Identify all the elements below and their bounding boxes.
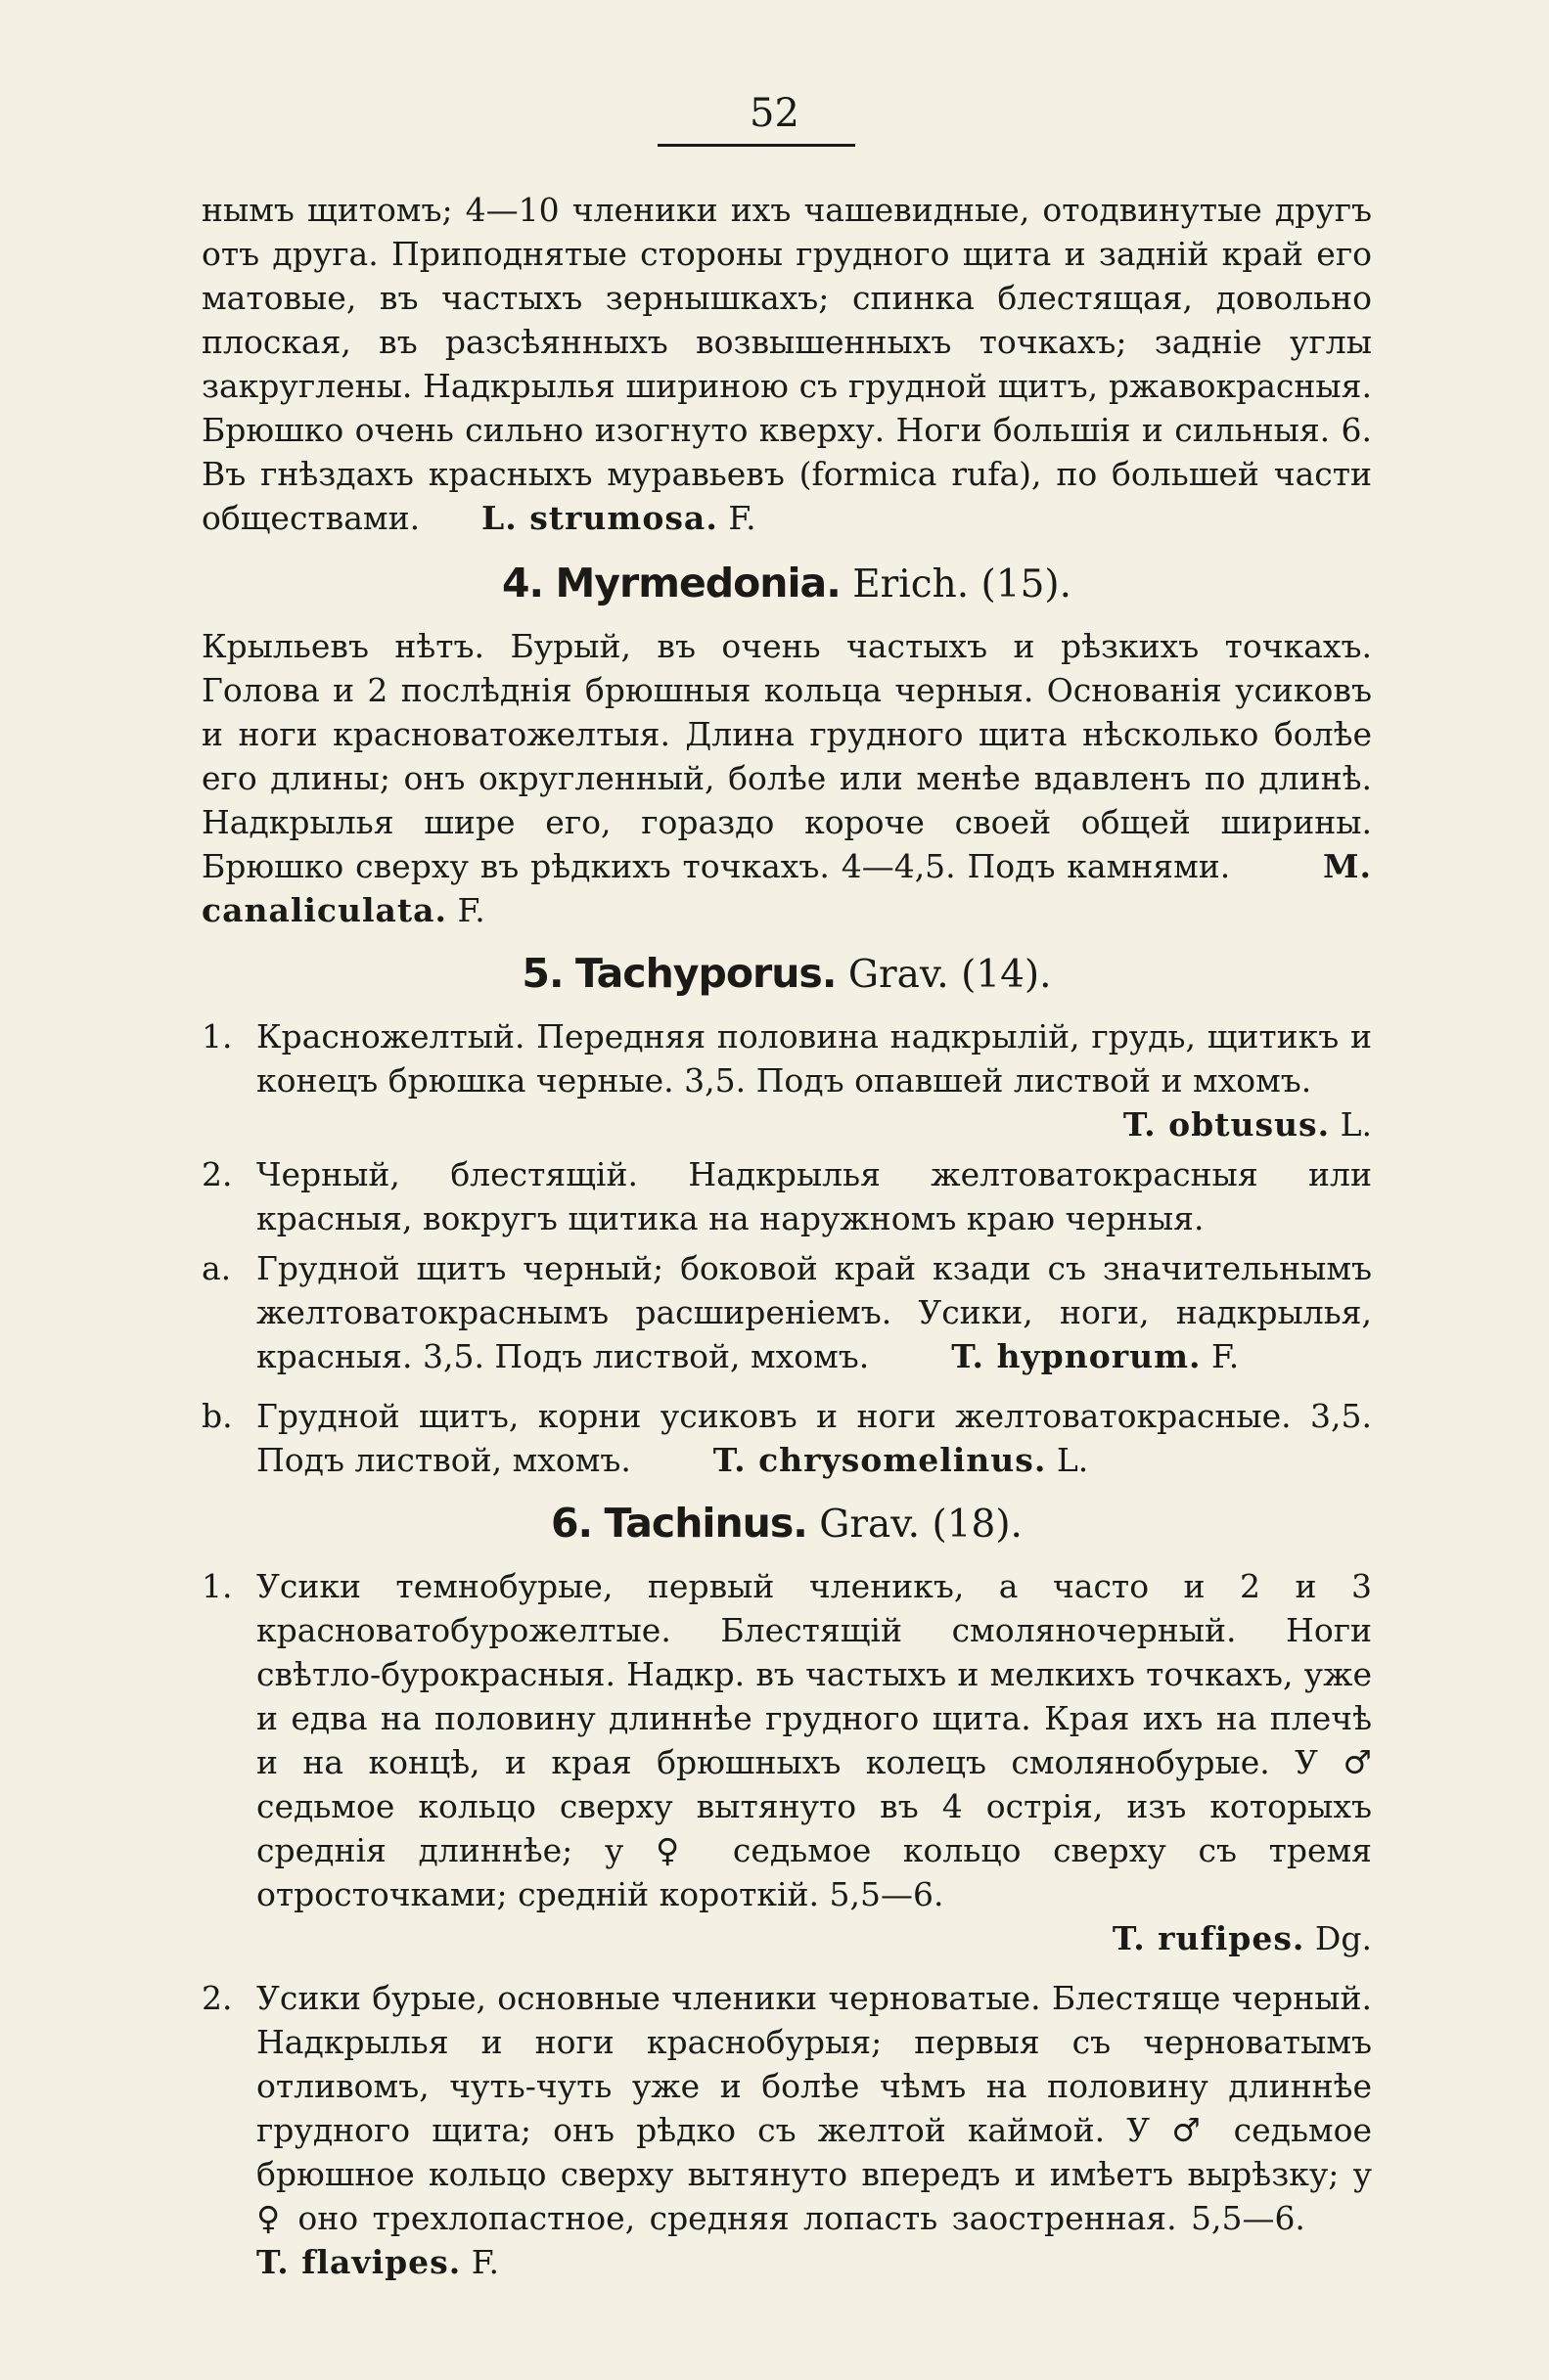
intro-paragraph	[202, 188, 1372, 540]
species-author: F.	[471, 2243, 499, 2281]
genus-description	[202, 624, 1372, 932]
genus-name: Tachinus.	[604, 1500, 807, 1547]
species-line	[256, 1102, 1372, 1146]
entry-text	[256, 1976, 1372, 2284]
entry-text-body: Усики бурые, основные членики черноватые. Блестяще черный. Надкрылья и ноги краснобурыя; первыя съ черноватымъ отливомъ, чуть-чуть уже и болѣе чѣмъ на половину длиннѣе грудного щита; онъ рѣдко съ желтой каймой. У ♂ седьмое брюшное кольцо сверху вытянуто впередъ и имѣетъ вырѣзку; у ♀ оно трехлопастное, средняя лопасть заостренная. 5,5—6.	[256, 1979, 1372, 2237]
key-entry	[202, 1394, 1372, 1482]
genus-authority: Grav.	[819, 1503, 921, 1547]
entry-label: 2.	[202, 1979, 233, 2017]
species-author: L.	[1340, 1105, 1372, 1144]
genus-count: (18).	[932, 1503, 1023, 1547]
genus-count: (15).	[980, 562, 1072, 606]
species-name: T. chrysomelinus.	[712, 1441, 1047, 1479]
species-author: L.	[1056, 1441, 1089, 1479]
genus-name: Tachyporus.	[574, 950, 837, 997]
header-rule	[658, 144, 855, 147]
key-entry	[202, 1976, 1372, 2284]
description-text: Крыльевъ нѣтъ. Бурый, въ очень частыхъ и рѣзкихъ точкахъ. Голова и 2 послѣднія брюшныя кольца черныя. Основанія усиковъ и ноги красноватожелтыя. Длина грудного щита нѣсколько болѣе его длины; онъ округленный, болѣе или менѣе вдавленъ по длинѣ. Надкрылья шире его, гораздо короче своей общей ширины. Брюшко сверху въ рѣдкихъ точкахъ. 4—4,5. Подъ камнями.	[202, 627, 1372, 885]
entry-text	[256, 1394, 1372, 1482]
species-line	[256, 1916, 1372, 1960]
species-author: F.	[1211, 1337, 1240, 1375]
entry-text: Усики темнобурые, первый членикъ, а часто и 2 и 3 красноватобурожелтые. Блестящій смоляночерный. Ноги свѣтло-бурокрасныя. Надкр. въ частыхъ и мелкихъ точкахъ, уже и едва на половину длиннѣе грудного щита. Края ихъ на плечѣ и на концѣ, и края брюшныхъ колецъ смолянобурые. У ♂ седьмое кольцо сверху вытянуто въ 4 острія, изъ которыхъ среднія длиннѣе; у ♀ седьмое кольцо сверху съ тремя отросточками; средній короткій. 5,5—6.	[256, 1567, 1372, 1913]
entry-label: 2.	[202, 1155, 233, 1193]
genus-name: Myrmedonia.	[555, 560, 841, 606]
key-entry	[202, 1246, 1372, 1378]
genus-authority: Erich.	[852, 562, 970, 606]
key-entry	[202, 1564, 1372, 1960]
genus-heading-tachinus	[202, 1498, 1372, 1550]
page-body	[202, 188, 1372, 2290]
entry-text	[256, 1246, 1372, 1378]
key-entry	[202, 1014, 1372, 1146]
species-author: F.	[728, 499, 756, 537]
key-entry	[202, 1152, 1372, 1240]
genus-number: 6.	[551, 1500, 593, 1547]
entry-text-body: Грудной щитъ черный; боковой край кзади съ значительнымъ желтоватокраснымъ расширеніемъ. Усики, ноги, надкрылья, красныя. 3,5. Подъ листвой, мхомъ.	[256, 1249, 1372, 1375]
entry-text-body: Грудной щитъ, корни усиковъ и ноги желтоватокрасные. 3,5. Подъ листвой, мхомъ.	[256, 1397, 1372, 1479]
species-name: L. strumosa.	[481, 499, 718, 537]
species-name: T. rufipes.	[1112, 1919, 1305, 1957]
genus-authority: Grav.	[847, 953, 949, 997]
entry-label: 1.	[202, 1017, 233, 1055]
entry-text: Черный, блестящій. Надкрылья желтоватокрасныя или красныя, вокругъ щитика на наружномъ краю черныя.	[256, 1155, 1372, 1237]
species-author: Dg.	[1314, 1919, 1372, 1957]
entry-label: a.	[202, 1249, 232, 1287]
species-name: T. obtusus.	[1122, 1105, 1331, 1144]
page-number: 52	[750, 91, 799, 136]
species-name: M. canaliculata.	[202, 847, 1372, 929]
genus-count: (14).	[961, 953, 1052, 997]
genus-number: 4.	[501, 560, 544, 606]
intro-text: нымъ щитомъ; 4—10 членики ихъ чашевидные, отодвинутые другъ отъ друга. Приподнятые стороны грудного щита и задній край его матовые, въ частыхъ зернышкахъ; спинка блестящая, довольно плоская, въ разсѣянныхъ возвышенныхъ точкахъ; задніе углы закруглены. Надкрылья шириною съ грудной щитъ, ржавокрасныя. Брюшко очень сильно изогнуто кверху. Ноги большія и сильныя. 6. Въ гнѣздахъ красныхъ муравьевъ (formica rufa), по большей части обществами.	[202, 191, 1372, 537]
genus-heading-myrmedonia	[202, 558, 1372, 610]
entry-label: b.	[202, 1397, 233, 1435]
species-name: T. hypnorum.	[951, 1337, 1202, 1375]
genus-number: 5.	[522, 950, 564, 997]
entry-text: Красножелтый. Передняя половина надкрылій, грудь, щитикъ и конецъ брюшка черные. 3,5. Подъ опавшей листвой и мхомъ.	[256, 1017, 1372, 1100]
species-author: F.	[457, 891, 485, 929]
species-name: T. flavipes.	[256, 2243, 462, 2281]
genus-heading-tachyporus	[202, 948, 1372, 1001]
entry-label: 1.	[202, 1567, 233, 1605]
